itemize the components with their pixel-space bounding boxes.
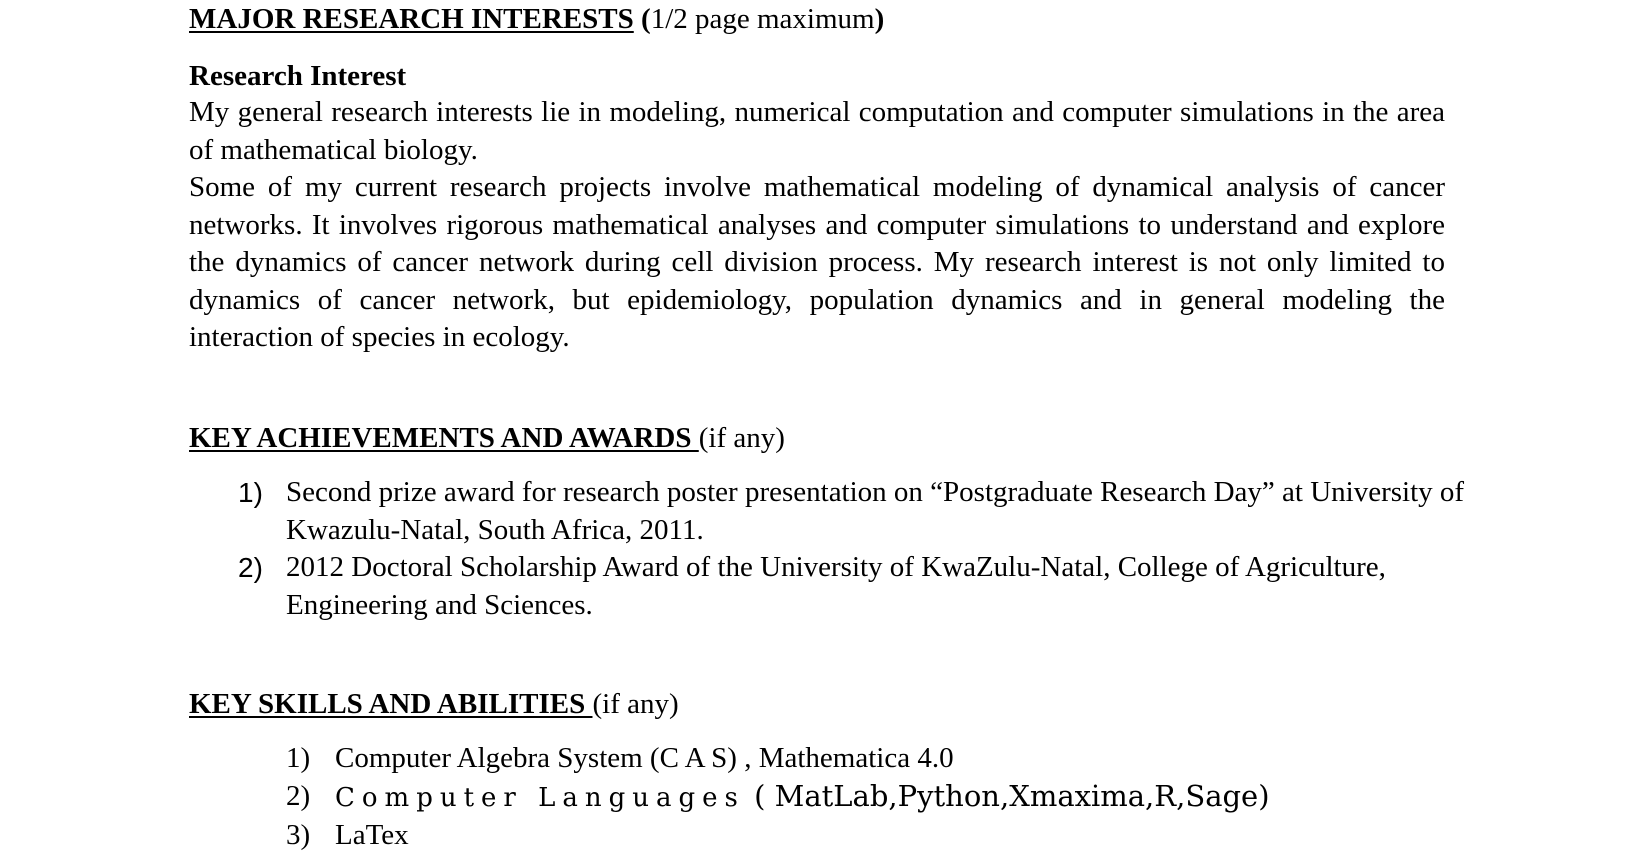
list-item (189, 474, 1466, 549)
list-item-text-rest: ( MatLab,Python,Xmaxima,R,Sage) (744, 778, 1270, 813)
list-item-number: 1) (238, 477, 263, 508)
list-item (189, 817, 1270, 855)
awards-list (189, 474, 1466, 624)
list-item-text: 2012 Doctoral Scholarship Award of the University of KwaZulu-Natal, College of Agriculture, Engineering and Sciences. (286, 551, 1386, 621)
skills-list (189, 740, 1270, 855)
research-interests-title: MAJOR RESEARCH INTERESTS (189, 3, 634, 35)
skills-title: KEY SKILLS AND ABILITIES (189, 688, 593, 720)
list-item-number: 1) (286, 742, 311, 774)
skills-heading (189, 686, 679, 722)
list-item-text: Computer Algebra System (C A S) , Mathematica 4.0 (335, 742, 954, 774)
list-item (189, 740, 1270, 778)
research-interests-heading (189, 1, 884, 37)
list-item (189, 778, 1270, 818)
list-item-number: 2) (238, 552, 263, 583)
awards-heading (189, 420, 785, 456)
list-item (189, 549, 1466, 624)
skills-heading-note: (if any) (592, 688, 679, 720)
awards-heading-note: (if any) (698, 422, 785, 454)
research-interest-subheading: Research Interest (189, 60, 407, 92)
list-item-text: Second prize award for research poster presentation on “Postgraduate Research Day” at University of Kwazulu-Natal, South Africa, 2011. (286, 476, 1465, 546)
heading-close-paren: ) (874, 3, 885, 35)
research-paragraph-general: My general research interests lie in modeling, numerical computation and computer simulations in the area of mathematical biology. (189, 96, 1445, 166)
heading-note: 1/2 page maximum (650, 3, 875, 35)
awards-title: KEY ACHIEVEMENTS AND AWARDS (189, 422, 699, 454)
heading-open-paren: ( (641, 3, 651, 35)
list-item-number: 3) (286, 819, 311, 851)
list-item-number: 2) (286, 779, 311, 812)
list-item-text: LaTex (335, 819, 409, 851)
list-item-text-spaced: Computer Languages (335, 782, 745, 813)
research-paragraph-current: Some of my current research projects involve mathematical modeling of dynamical analysis of cancer networks. It involves rigorous mathematical analyses and computer simulations to understand and explore the dynamics of cancer network during cell division process. My research interest is not only limited to dynamics of cancer network, but epidemiology, population dynamics and in general modeling the interaction of species in ecology. (189, 171, 1445, 353)
